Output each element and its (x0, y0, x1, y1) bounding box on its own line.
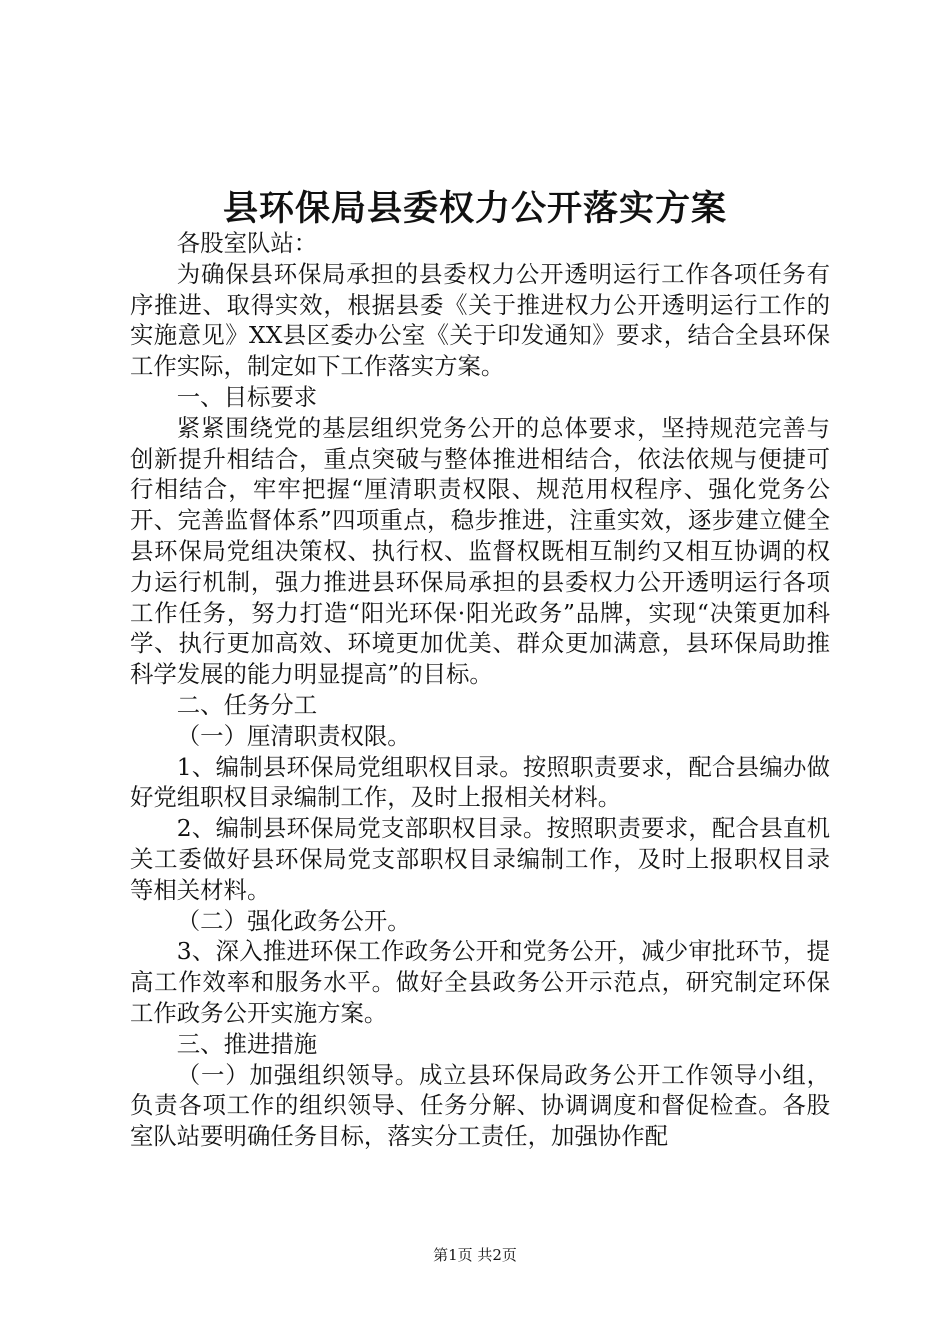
subsection-heading-responsibilities: （一）厘清职责权限。 (176, 721, 411, 750)
section-heading-goals: 一、目标要求 (176, 382, 318, 411)
section-heading-tasks: 二、任务分工 (176, 690, 318, 719)
section-heading-measures: 三、推进措施 (176, 1029, 318, 1058)
goals-paragraph: 紧紧围绕党的基层组织党务公开的总体要求，坚持规范完善与创新提升相结合，重点突破与整体推进相结合，依法依规与便捷可行相结合，牢牢把握“厘清职责权限、规范用权程序、强化党务公开、完善监督体系”四项重点，稳步推进，注重实效，逐步建立健全县环保局党组决策权、执行权、监督权既相互制约又相互协调的权力运行机制，强力推进县环保局承担的县委权力公开透明运行各项工作任务，努力打造“阳光环保·阳光政务”品牌，实现“决策更加科学、执行更加高效、环境更加优美、群众更加满意，县环保局助推科学发展的能力明显提高”的目标。 (130, 413, 830, 689)
subsection-heading-disclosure: （二）强化政务公开。 (176, 906, 411, 935)
document-body (130, 228, 830, 1152)
page-number-footer: 第1页 共2页 (433, 1246, 517, 1264)
salutation: 各股室队站： (176, 229, 318, 257)
task-item-2: 2、编制县环保局党支部职权目录。按照职责要求，配合县直机关工委做好县环保局党支部职权目录编制工作，及时上报职权目录等相关材料。 (130, 814, 830, 904)
intro-paragraph: 为确保县环保局承担的县委权力公开透明运行工作各项任务有序推进、取得实效，根据县委《关于推进权力公开透明运行工作的实施意见》XX县区委办公室《关于印发通知》要求，结合全县环保工作实际，制定如下工作落实方案。 (130, 259, 830, 381)
measures-paragraph: （一）加强组织领导。成立县环保局政务公开工作领导小组，负责各项工作的组织领导、任务分解、协调调度和督促检查。各股室队站要明确任务目标，落实分工责任，加强协作配 (130, 1060, 830, 1151)
document-title: 县环保局县委权力公开落实方案 (222, 188, 727, 229)
task-item-3: 3、深入推进环保工作政务公开和党务公开，减少审批环节，提高工作效率和服务水平。做好全县政务公开示范点，研究制定环保工作政务公开实施方案。 (130, 937, 830, 1027)
task-item-1: 1、编制县环保局党组职权目录。按照职责要求，配合县编办做好党组职权目录编制工作，及时上报相关材料。 (130, 752, 830, 812)
